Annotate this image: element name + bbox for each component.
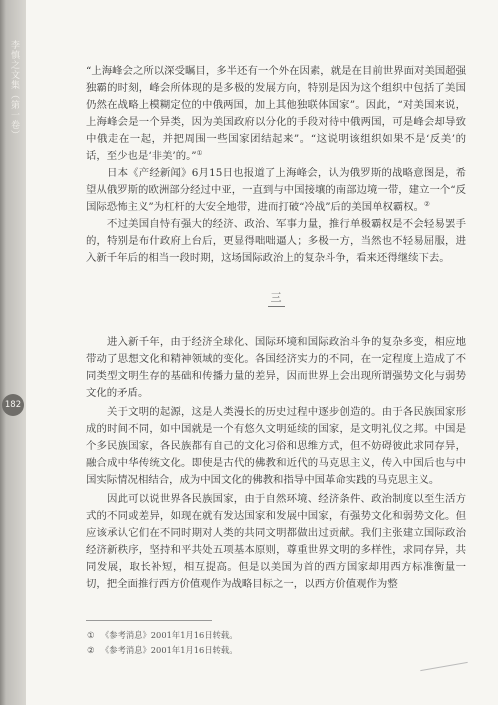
paragraph-5: 关于文明的起源，这是人类漫长的历史过程中逐步创造的。由于各民族国家形成的时间不同，如中国就是一个有悠久文明延续的国家，是文明礼仪之邦。中国是个多民族国家，各民族都有自己的文化习俗和思维方式，但不妨碍彼此求同存异，融合成中华传统文化。即使是古代的佛教和近代的马克思主义，传入中国后也与中国实际情况相结合，成为中国文化的佛教和指导中国革命实践的马克思主义。	[86, 406, 466, 486]
section-number: 三	[268, 289, 285, 307]
footnote-item	[87, 643, 238, 658]
series-title: 李慎之文集（第一卷）	[9, 40, 19, 140]
page-number: 182	[2, 394, 24, 416]
footnote-text: 《参考消息》2001年1月16日转载。	[101, 630, 238, 640]
paragraph-4: 进入新千年，由于经济全球化、国际环境和国际政治斗争的复杂多变，相应地带动了思想文化和精神领域的变化。各国经济实力的不同，在一定程度上造成了不同类型文明生存的基础和传播力量的差异，因而世界上会出现所谓强势文化与弱势文化的矛盾。	[86, 336, 466, 399]
footnote-number: ①	[87, 630, 95, 640]
paragraph-2	[86, 165, 466, 216]
page-body	[86, 63, 466, 593]
footnote-item	[87, 628, 238, 643]
paragraph-3: 不过美国自恃有强大的经济、政治、军事力量，推行单极霸权是不会轻易罢手的，特别是布什政府上台后，更显得咄咄逼人；多极一方，当然也不轻易屈服，进入新千年后的相当一段时期，这场国际政治上的复杂斗争，看来还得继续下去。	[86, 218, 466, 264]
footnote-ref-2: ②	[424, 200, 430, 208]
sidebar-strip	[0, 0, 26, 705]
section-heading	[86, 289, 466, 307]
paragraph-1	[86, 63, 466, 165]
footnote-divider	[86, 620, 212, 621]
footnote-text: 《参考消息》2001年1月16日转载。	[101, 645, 238, 655]
paragraph-1-text: “上海峰会之所以深受瞩目，多半还有一个外在因素，就是在目前世界面对美国超强独霸的时刻，峰会所体现的是多极的发展方向，特别是因为这个组织中包括了美国仍然在战略上模糊定位的中俄两国，加上其他独联体国家”。因此，“对美国来说，上海峰会是一个异类，因为美国政府以分化的手段对待中俄两国，可是峰会却导致中俄走在一起，并把周围一些国家团结起来”。“这说明该组织如果不是‘反美’的话，至少也是‘非美’的。”	[86, 65, 466, 162]
page-fold-mark	[420, 662, 467, 671]
paragraph-6: 因此可以说世界各民族国家，由于自然环境、经济条件、政治制度以至生活方式的不同或差异，如现在就有发达国家和发展中国家，有强势文化和弱势文化。但应该承认它们在不同时期对人类的共同文明都做出过贡献。我们主张建立国际政治经济新秩序，坚持和平共处五项基本原则，尊重世界文明的多样性，求同存异，共同发展，取长补短，相互提高。但是以美国为首的西方国家却用西方标准衡量一切，把全面推行西方价值观作为战略目标之一，以西方价值观作为整	[86, 493, 466, 590]
footnote-ref-1: ①	[196, 149, 203, 157]
footnote-number: ②	[87, 645, 95, 655]
footnotes	[87, 628, 238, 658]
paragraph-2-text: 日本《产经新闻》6月15日也报道了上海峰会，认为俄罗斯的战略意图是，希望从俄罗斯的欧洲部分经过中亚，一直到与中国接壤的南部边境一带，建立一个“反国际恐怖主义”为杠杆的大安全地带，进而打破“冷战”后的美国单权霸权。	[86, 167, 466, 213]
